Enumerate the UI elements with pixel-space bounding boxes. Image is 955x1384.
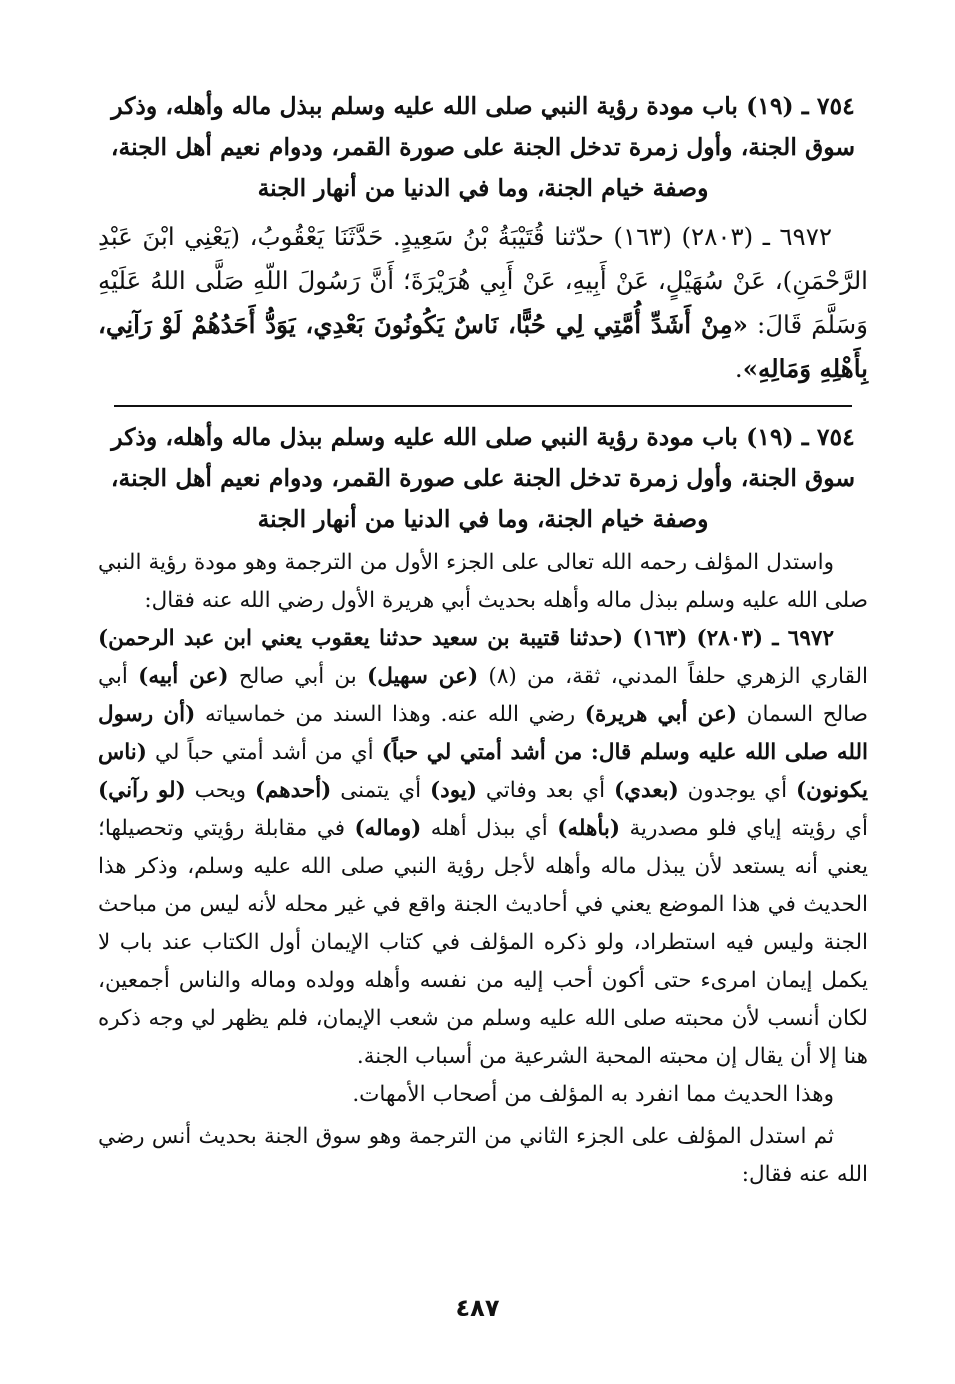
hadith-paragraph xyxy=(98,215,868,391)
sharh-bold: (وماله) xyxy=(354,816,422,841)
page-number: ٤٨٧ xyxy=(455,1294,500,1322)
sharh-bold: (لو رآني) xyxy=(98,778,186,803)
heading-line: ٧٥٤ ـ (١٩) باب مودة رؤية النبي صلى الله عليه وسلم ببذل ماله وأهله، وذكر xyxy=(111,423,855,451)
sharh-bold: (بأهله) xyxy=(557,816,621,841)
chapter-heading-top xyxy=(98,86,868,209)
heading-line: وصفة خيام الجنة، وما في الدنيا من أنهار الجنة xyxy=(257,174,709,202)
hadith-end: . xyxy=(734,354,743,383)
sharh-bold: (بعدي) xyxy=(613,778,679,803)
sharh-text: أي يوجدون xyxy=(678,778,796,803)
sharh-bold: (عن أبي هريرة) xyxy=(584,702,738,727)
sharh-bold: (عن أبيه) xyxy=(138,664,229,689)
heading-line: ٧٥٤ ـ (١٩) باب مودة رؤية النبي صلى الله عليه وسلم ببذل ماله وأهله، وذكر xyxy=(111,92,855,120)
sharh-text: القاري الزهري حلفاً المدني، ثقة، من (٨) xyxy=(478,664,868,689)
commentary-next: ثم استدل المؤلف على الجزء الثاني من الترجمة وهو سوق الجنة بحديث أنس رضي الله عنه فقال: xyxy=(98,1124,868,1187)
sharh-text: أي يتمنى xyxy=(331,778,430,803)
sharh-bold: (أحدهم) xyxy=(254,778,332,803)
sharh-bold: (عن سهيل) xyxy=(367,664,479,689)
sharh-text: أبي صالح السمان xyxy=(98,664,868,727)
sharh-text: أي ببذل أهله xyxy=(421,816,558,841)
commentary-note: وهذا الحديث مما انفرد به المؤلف من أصحاب الأمهات. xyxy=(352,1082,834,1107)
sharh-bold: (يود) xyxy=(430,778,478,803)
sharh-text: ويحب xyxy=(185,778,255,803)
commentary-intro: واستدل المؤلف رحمه الله تعالى على الجزء الأول من الترجمة وهو مودة رؤية النبي صلى الله عليه وسلم ببذل ماله وأهله بحديث أبي هريرة الأول رضي الله عنه فقال: xyxy=(98,550,868,613)
footnote-separator xyxy=(114,405,852,407)
hadith-isnad: ٦٩٧٢ ـ (٢٨٠٣) (١٦٣) حدّثنا قُتَيْبَةُ بْنُ سَعِيدٍ. حَدَّثَنَا يَعْقُوبُ، (يَعْنِي ابْنَ عَبْدِ الرَّحْمَنِ)، عَنْ سُهَيْلٍ، عَنْ أَبِيهِ، عَنْ أَبِي هُرَيْرَةَ؛ أَنَّ رَسُولَ اللّهِ صَلَّى اللهُ عَلَيْهِ وَسَلَّمَ قَالَ: xyxy=(98,222,869,339)
hadith-text xyxy=(98,215,868,391)
sharh-text: أي بعد وفاتي xyxy=(477,778,614,803)
commentary-body xyxy=(98,544,868,1194)
sharh-bold: (ناس يكونون) xyxy=(98,740,868,803)
heading-line: سوق الجنة، وأول زمرة تدخل الجنة على صورة القمر، ودوام نعيم أهل الجنة، xyxy=(110,133,856,161)
chapter-heading-commentary xyxy=(98,417,868,540)
book-page xyxy=(98,86,868,1194)
sharh-paragraph xyxy=(98,620,868,1076)
sharh-text: أي من أشد أمتي حباً لي xyxy=(146,740,382,765)
heading-line: وصفة خيام الجنة، وما في الدنيا من أنهار الجنة xyxy=(257,505,709,533)
sharh-text: في مقابلة رؤيتي وتحصيلها؛ يعني أنه يستعد لأن يبذل ماله وأهله لأجل رؤية النبي صلى الله عليه وسلم، وذكر هذا الحديث في هذا الموضع يعني في أحاديث الجنة واقع في غير محله لأنه ليس من مباحث الجنة وليس فيه استطراد، ولو ذكره المؤلف في كتاب الإيمان أول الكتاب عند باب لا يكمل إيمان امرىء حتى أكون أحب إليه من نفسه وأهله وولده وماله والناس أجمعين، لكان أنسب لأن محبته صلى الله عليه وسلم من شعب الإيمان، فلم يظهر لي وجه ذكره هنا إلا أن يقال إن محبته المحبة الشرعية من أسباب الجنة. xyxy=(98,816,868,1069)
sharh-bold: ٦٩٧٢ ـ (٢٨٠٣) (١٦٣) (حدثنا قتيبة بن سعيد حدثنا يعقوب يعني ابن عبد الرحمن) xyxy=(98,626,834,651)
sharh-text: بن أبي صالح xyxy=(228,664,368,689)
hadith-matn: «مِنْ أَشَدِّ أُمَّتِي لِي حُبًّا، نَاسٌ يَكُونُونَ بَعْدِي، يَوَدُّ أَحَدُهُمْ لَوْ رَآنِي، بِأَهْلِهِ وَمَالِهِ» xyxy=(98,310,868,383)
sharh-bold: (أن رسول الله صلى الله عليه وسلم قال: من أشد أمتي لي حباً) xyxy=(98,702,869,765)
sharh-text: أي رؤيته إياي فلو مصدرية xyxy=(620,816,868,841)
sharh-text: رضي الله عنه. وهذا السند من خماسياته xyxy=(195,702,585,727)
heading-line: سوق الجنة، وأول زمرة تدخل الجنة على صورة القمر، ودوام نعيم أهل الجنة، xyxy=(110,464,856,492)
